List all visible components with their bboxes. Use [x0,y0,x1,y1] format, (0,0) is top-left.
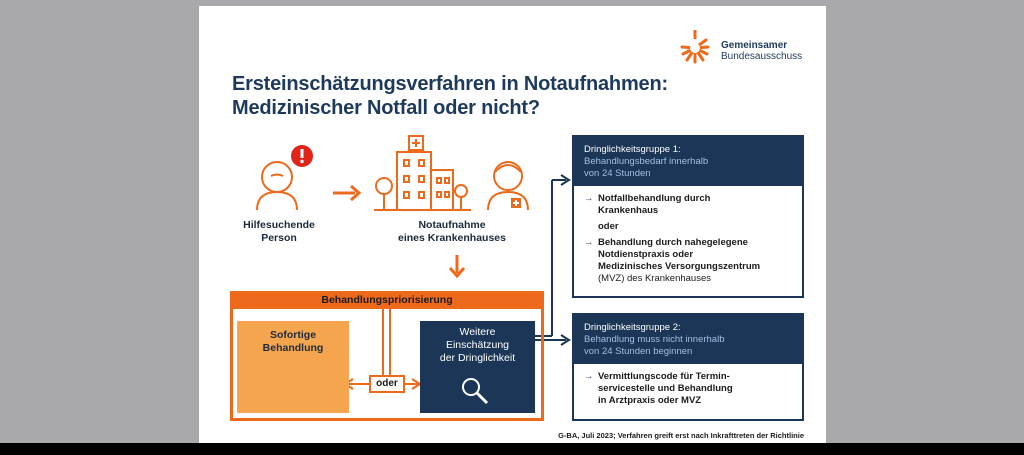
logo-line1: Gemeinsamer [721,40,788,51]
person-label-line2: Person [261,232,297,244]
group1-item2-line2: Notdienstpraxis oder [598,249,694,260]
title-line2: Medizinischer Notfall oder nicht? [232,97,540,119]
doctor-icon [488,162,528,210]
hospital-label-line2: eines Krankenhauses [398,232,506,244]
group2-body [574,364,802,411]
urgency-group-1 [572,135,804,298]
group1-item2-line1: Behandlung durch nahegelegene [598,237,748,248]
group1-sub-line1: Behandlungsbedarf innerhalb [584,156,709,167]
person-label-line1: Hilfesuchende [243,219,315,231]
arrow-down-icon [450,255,464,276]
alert-icon [291,145,313,167]
arrow-right-icon: → [584,193,594,204]
group1-sub-line2: von 24 Stunden [584,168,651,179]
group2-sub-line2: von 24 Stunden beginnen [584,346,693,357]
arrow-right-icon: → [584,237,594,248]
person-icon [257,162,297,210]
group2-header [574,315,802,364]
further-line3: der Dringlichkeit [439,352,516,364]
group1-header [574,137,802,186]
group2-item1-line3: in Arztpraxis oder MVZ [598,395,702,406]
group2-item1-line2: servicestelle und Behandlung [598,383,733,394]
title-line1: Ersteinschätzungsverfahren in Notaufnahmen: [232,73,668,95]
infographic-slide [199,6,826,443]
bottom-bar [0,443,1024,455]
immediate-line2: Behandlung [262,342,324,354]
group2-title: Dringlichkeitsgruppe 2: [584,322,681,333]
further-assessment-label [420,326,535,365]
person-label [237,219,321,245]
group1-item-2 [584,237,792,285]
further-line1: Weitere [459,326,496,338]
arrow-right-icon: → [584,371,594,382]
group1-item2-line3: Medizinisches Versorgungszentrum [598,261,761,272]
group1-title: Dringlichkeitsgruppe 1: [584,144,681,155]
hospital-label-line1: Notaufnahme [418,219,486,231]
group2-item-1 [584,371,792,407]
group2-item1-line1: Vermittlungscode für Termin- [598,371,730,382]
group1-connector: oder [598,221,619,232]
magnifier-icon [460,376,490,406]
arrow-right-icon [333,186,359,200]
group2-sub-line1: Behandlung muss nicht innerhalb [584,334,725,345]
source-footnote: G-BA, Juli 2023; Verfahren greift erst nach Inkrafttreten der Richtlinie [558,431,804,440]
further-line2: Einschätzung [445,339,510,351]
group1-body [574,186,802,289]
prioritization-header: Behandlungspriorisierung [230,291,544,309]
group1-item1-line1: Notfallbehandlung durch [598,193,711,204]
immediate-treatment-label [237,329,349,355]
group1-item-1 [584,193,792,217]
or-label: oder [369,375,405,393]
group1-item2-line4: (MVZ) des Krankenhauses [598,273,711,284]
group1-item1-line2: Krankenhaus [598,205,659,216]
hospital-label [382,219,522,245]
hospital-icon [374,136,471,210]
immediate-line1: Sofortige [269,329,317,341]
urgency-group-2 [572,313,804,421]
logo-line2: Bundesausschuss [721,51,803,62]
